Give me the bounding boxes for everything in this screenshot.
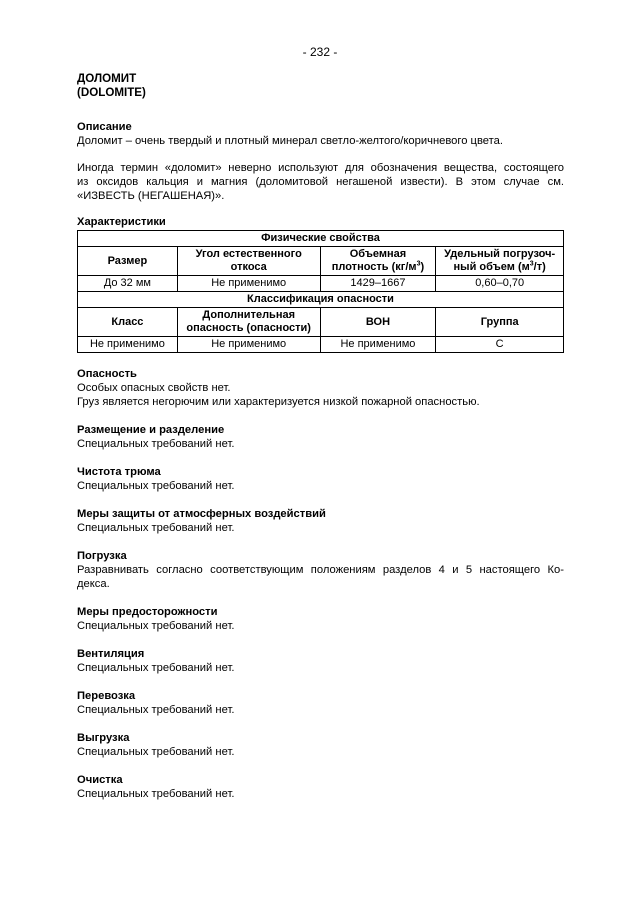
loading-heading: Погрузка xyxy=(77,550,127,562)
table-row xyxy=(78,337,564,353)
description-p2-line-3: «ИЗВЕСТЬ (НЕГАШЕНАЯ)». xyxy=(77,190,225,202)
header-mhb: ВОН xyxy=(320,308,436,337)
cargo-title-ru: ДОЛОМИТ xyxy=(77,72,137,85)
table-row xyxy=(78,231,564,247)
header-angle-of-repose: Угол естественного откоса xyxy=(177,247,320,276)
value-angle-of-repose: Не применимо xyxy=(177,276,320,292)
table-row xyxy=(78,276,564,292)
table-row xyxy=(78,308,564,337)
value-mhb: Не применимо xyxy=(320,337,436,353)
header-bulk-density: Объемная плотность $(кг/м^3)$ xyxy=(320,247,436,276)
hold-cleanliness-text: Специальных требований нет. xyxy=(77,480,235,492)
section-description xyxy=(77,120,564,203)
loading-line-1: Разравнивать согласно соответствующим положениям разделов 4 и 5 настоящего Ко- xyxy=(77,564,564,576)
cargo-title-en: (DOLOMITE) xyxy=(77,86,146,99)
hazard-classification-title: Классификация опасности xyxy=(78,292,564,308)
discharge-heading: Выгрузка xyxy=(77,732,130,744)
stowage-segregation-text: Специальных требований нет. xyxy=(77,438,235,450)
description-paragraph-2 xyxy=(77,161,564,203)
hold-cleanliness-heading: Чистота трюма xyxy=(77,466,161,478)
weather-precautions-heading: Меры защиты от атмосферных воздействий xyxy=(77,508,326,520)
section-discharge xyxy=(77,731,564,759)
section-precautions xyxy=(77,605,564,633)
description-p2-line-1: Иногда термин «доломит» неверно используют для обозначения вещества, состоящего xyxy=(77,162,564,174)
characteristics-heading: Характеристики xyxy=(77,216,166,228)
ventilation-heading: Вентиляция xyxy=(77,648,145,660)
value-bulk-density: 1429–1667 xyxy=(320,276,436,292)
weather-precautions-text: Специальных требований нет. xyxy=(77,522,235,534)
clean-up-heading: Очистка xyxy=(77,774,123,786)
header-group: Группа xyxy=(436,308,564,337)
carriage-heading: Перевозка xyxy=(77,690,136,702)
value-class: Не применимо xyxy=(78,337,178,353)
value-group: С xyxy=(436,337,564,353)
section-hazard xyxy=(77,367,564,409)
section-ventilation xyxy=(77,647,564,675)
loading-line-2: декса. xyxy=(77,578,110,590)
value-stowage-factor: 0,60–0,70 xyxy=(436,276,564,292)
precautions-text: Специальных требований нет. xyxy=(77,620,235,632)
hazard-line-1: Особых опасных свойств нет. xyxy=(77,382,231,394)
characteristics-table xyxy=(77,230,564,353)
section-characteristics xyxy=(77,215,564,353)
discharge-text: Специальных требований нет. xyxy=(77,746,235,758)
section-loading xyxy=(77,549,564,591)
header-subsidiary-hazard: Дополнительная опасность (опасности) xyxy=(177,308,320,337)
section-hold-cleanliness xyxy=(77,465,564,493)
table-row xyxy=(78,247,564,276)
header-class: Класс xyxy=(78,308,178,337)
description-heading: Описание xyxy=(77,121,132,133)
carriage-text: Специальных требований нет. xyxy=(77,704,235,716)
description-p2-line-2: из оксидов кальция и магния (доломитовой негашеной извести). В этом случае см. xyxy=(77,176,564,188)
table-row xyxy=(78,292,564,308)
clean-up-text: Специальных требований нет. xyxy=(77,788,235,800)
hazard-heading: Опасность xyxy=(77,368,137,380)
section-clean-up xyxy=(77,773,564,801)
page-number: - 232 - xyxy=(302,45,338,59)
section-carriage xyxy=(77,689,564,717)
document-content xyxy=(77,72,564,801)
hazard-line-2: Груз является негорючим или характеризуется низкой пожарной опасностью. xyxy=(77,396,480,408)
ventilation-text: Специальных требований нет. xyxy=(77,662,235,674)
section-weather-precautions xyxy=(77,507,564,535)
physical-properties-title: Физические свойства xyxy=(78,231,564,247)
value-subsidiary-hazard: Не применимо xyxy=(177,337,320,353)
section-stowage-segregation xyxy=(77,423,564,451)
header-size: Размер xyxy=(78,247,178,276)
stowage-segregation-heading: Размещение и разделение xyxy=(77,424,225,436)
header-stowage-factor: Удельный погрузоч- ный объем $(м^3/т)$ xyxy=(436,247,564,276)
description-paragraph-1: Доломит – очень твердый и плотный минерал светло-желтого/коричневого цвета. xyxy=(77,135,503,147)
value-size: До 32 мм xyxy=(78,276,178,292)
precautions-heading: Меры предосторожности xyxy=(77,606,218,618)
